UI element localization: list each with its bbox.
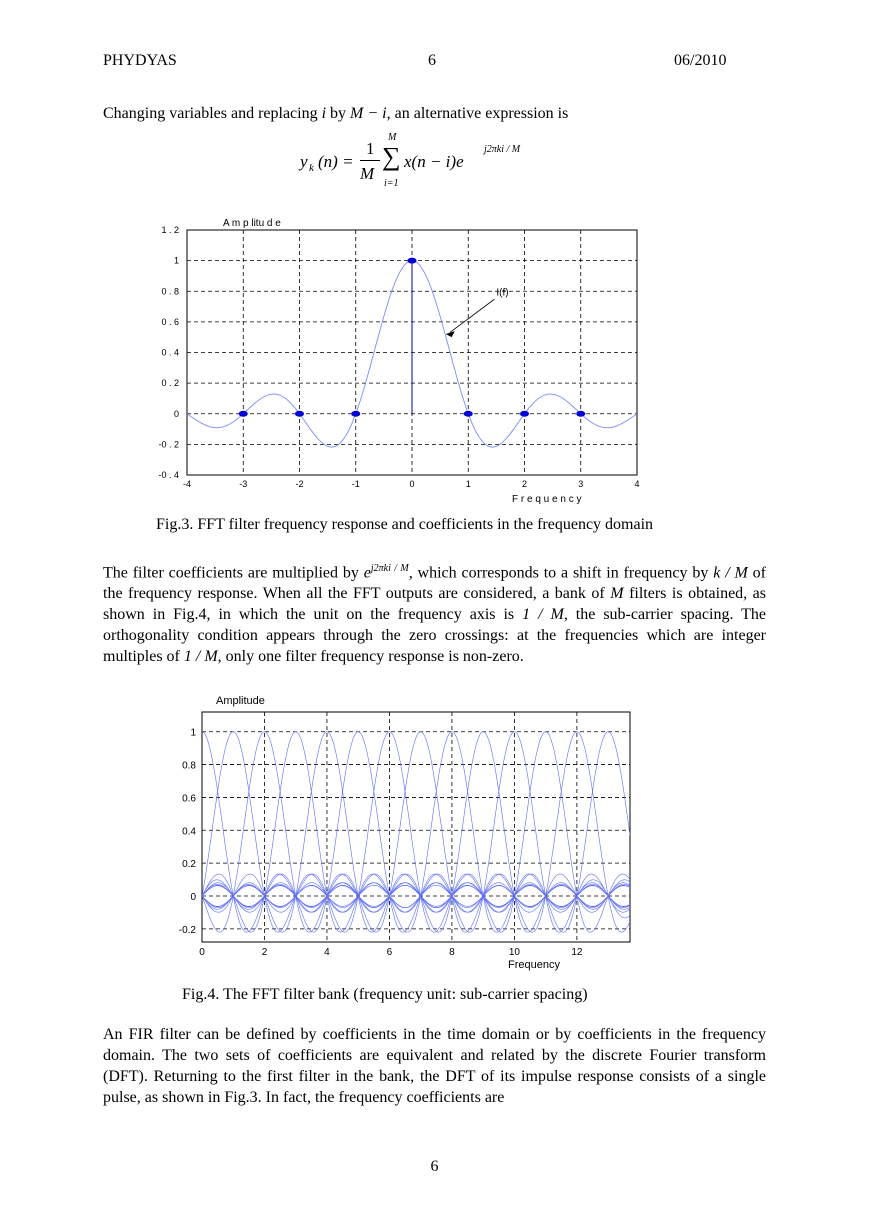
fig3-coefficient-marker xyxy=(520,411,529,417)
fig4-xlabel: Frequency xyxy=(508,959,560,971)
fig4-ytick-label: 0 xyxy=(190,892,196,903)
fig4-caption: Fig.4. The FFT filter bank (frequency unit: sub-carrier spacing) xyxy=(182,986,588,1003)
header-page-number: 6 xyxy=(428,52,436,69)
fig3-ytick-label: 1 . 2 xyxy=(161,225,179,235)
fig3-xtick-label: 0 xyxy=(409,479,415,489)
fig4-xtick-label: 8 xyxy=(449,947,455,958)
fig3-ytick-label: 0 . 2 xyxy=(161,378,179,389)
fig3-xtick-label: -3 xyxy=(239,479,248,489)
fig3-ytick-label: 0 . 6 xyxy=(161,316,179,327)
fig4-xtick-label: 2 xyxy=(261,947,268,958)
fig4-ylabel: Amplitude xyxy=(216,695,265,707)
fig3-coefficient-marker xyxy=(408,258,417,264)
footer-page-number: 6 xyxy=(430,1158,439,1175)
fig4-xtick-label: 0 xyxy=(199,947,205,958)
fig3-coefficient-marker xyxy=(576,411,585,417)
fig3-xlabel: F r e q u e n c y xyxy=(512,494,582,505)
fig3-xtick-label: -1 xyxy=(351,479,360,489)
fig3-ytick-label: -0 . 2 xyxy=(158,439,179,450)
fig4-xtick-label: 6 xyxy=(386,947,393,958)
fig3-ytick-label: 0 xyxy=(173,408,179,419)
filter-bank-paragraph: The filter coefficients are multiplied by $e^{j2\pi ki / M}$, which corresponds to a shift in frequency by k / M of the frequency response. When all the FFT outputs are considered, a bank of M filters is obtained, as shown in Fig.4, in which the unit on the frequency axis is 1 / M, the sub-carrier spacing. The orthogonality condition appears through the zero crossings: at the frequencies which are integer multiples of 1 / M, only one filter frequency response is non-zero. xyxy=(103,563,767,666)
fig4-chart xyxy=(0,685,869,975)
fig3-coefficient-marker xyxy=(295,411,304,417)
fig3-xtick-label: -4 xyxy=(182,479,192,489)
fig3-coefficient-marker xyxy=(464,411,473,417)
fig3-ytick-label: 1 xyxy=(173,255,179,266)
fig4-ytick-label: 1 xyxy=(190,727,196,739)
fig3-chart xyxy=(0,210,869,510)
fir-paragraph: An FIR filter can be defined by coefficients in the time domain or by coefficients in the frequency domain. The two sets of coefficients are equivalent and related by the discrete Fourier transform (DFT). Returning to the first filter in the bank, the DFT of its impulse response consists of a single pulse, as shown in Fig.3. In fact, the frequency coefficients are xyxy=(103,1026,766,1106)
fig3-xtick-label: 2 xyxy=(521,479,528,489)
fig4-plot-area xyxy=(202,712,630,942)
intro-paragraph: Changing variables and replacing i by M − i, an alternative expression is xyxy=(103,105,569,122)
fig3-ylabel: A m p litu d e xyxy=(223,218,281,229)
fig3-xtick-label: 3 xyxy=(578,479,584,489)
fig4-ytick-label: -0.2 xyxy=(178,924,196,936)
fig3-xtick-label: 1 xyxy=(465,479,471,489)
header-date: 06/2010 xyxy=(674,52,727,69)
fig3-xtick-label: -2 xyxy=(295,479,304,489)
fig3-caption: Fig.3. FFT filter frequency response and coefficients in the frequency domain xyxy=(156,516,654,533)
fig4-ytick-label: 0.2 xyxy=(182,859,196,871)
fig4-xtick-label: 10 xyxy=(508,947,520,958)
fig3-ytick-label: -0 . 4 xyxy=(158,470,179,480)
fig4-ytick-label: 0.6 xyxy=(182,793,196,805)
fig4-ytick-label: 0.4 xyxy=(182,826,196,838)
fig3-coefficient-marker xyxy=(351,411,360,417)
fig3-coefficient-marker xyxy=(239,411,248,417)
fig3-ytick-label: 0 . 8 xyxy=(161,286,179,297)
fig3-annotation-label: I(f) xyxy=(496,287,509,299)
fig4-xtick-label: 4 xyxy=(324,947,330,958)
fig4-ytick-label: 0.8 xyxy=(182,760,196,772)
fig3-xtick-label: 4 xyxy=(634,479,640,489)
equation: y k (n) = 1 M M ∑ i=1 x(n − i)e j2πki / M xyxy=(300,132,521,189)
header-left: PHYDYAS xyxy=(103,52,177,69)
fig3-ytick-label: 0 . 4 xyxy=(161,347,179,358)
fig4-xtick-label: 12 xyxy=(571,947,583,958)
